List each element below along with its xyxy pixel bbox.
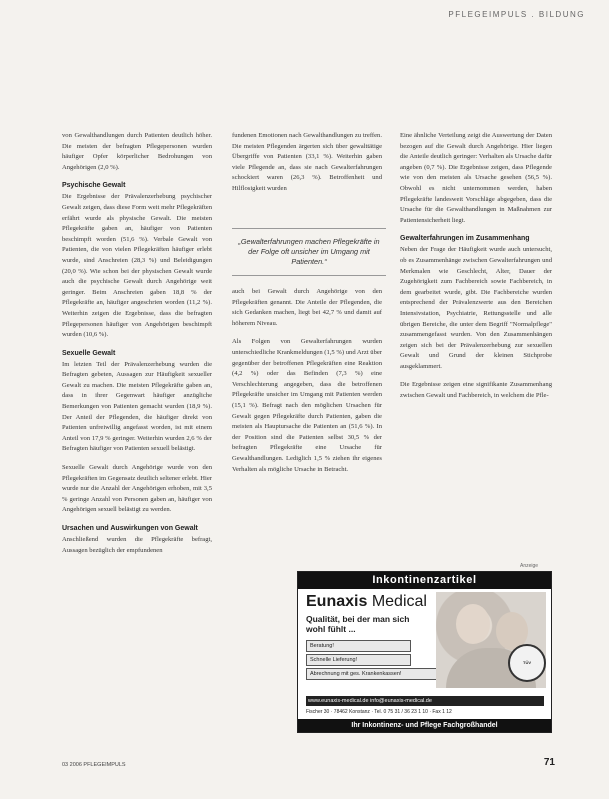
ad-contact-links[interactable]: www.eunaxis-medical.de info@eunaxis-medical.de (306, 696, 544, 706)
subheading-ursachen: Ursachen und Auswirkungen von Gewalt (62, 525, 198, 532)
paragraph: Neben der Frage der Häufigkeit wurde auch untersucht, ob es Zusammenhänge zwischen Gewalterfahrungen und Merkmalen wie Geschlecht, Alter, Dauer der Zugehörigkeit zum Fachbereich sowie Fachbereich, in dem gearbeitet wurde, gibt. Die Fachbereiche wurden entsprechend der Prävalenzwerte aus den Bereichen Intensivstation, Psychiatrie, Rettungsstelle und alle übrigen Bereiche, die unter dem Begriff "Normalpflege" zusammengefasst wurden. Von den Zusammenhängen zeigen sich bei der Prävalenzerhebung zur sexuellen Gewalt und Grund der kleinen Stichprobe ausgeklammert. (400, 246, 552, 370)
ad-feature-abrechnung: Abrechnung mit ges. Krankenkassen! (306, 668, 451, 680)
brand-name-part-1: Eunaxis (306, 593, 368, 610)
section-header: PFLEGEIMPULS . BILDUNG (448, 10, 585, 19)
page-number: 71 (543, 757, 555, 768)
ad-feature-beratung: Beratung! (306, 640, 411, 652)
paragraph: Im letzten Teil der Prävalenzerhebung wurden die Befragten gebeten, Aussagen zur Häufigkeit sexueller Gewalt zu machen. Die meisten Pflegekräfte gaben an, dass in ihrer Gegenwart häufiger anzügliche Bemerkungen von Patienten gemacht wurden (18,9 %). Der Anteil der Pflegenden, die häufiger direkt von Patienten unfreiwillig angefasst worden, ist mit einem Anteil von 17,9 % geringer. Weiterhin wurden 2,6 % der Befragten häufiger von Patienten sexuell belästigt. (62, 360, 212, 453)
paragraph: von Gewalthandlungen durch Patienten deutlich höher. Die meisten der befragten Pflegepersonen wurden häufiger Opfer körperlicher Bedrohungen von Angehörigen (2,0 %). (62, 132, 212, 171)
paragraph: fundenen Emotionen nach Gewalthandlungen zu treffen. Die meisten Pflegenden ärgerten sich über gewalttätige Übergriffe von Patienten (33,1 %). Weiterhin gaben viele Pflegende an, dass sie nach Gewalterfahrungen schockiert waren (26,3 %). Betroffenheit und Hilflosigkeit wurden (232, 132, 382, 192)
subheading-sexuelle-gewalt: Sexuelle Gewalt (62, 349, 116, 357)
ad-feature-lieferung: Schnelle Lieferung! (306, 654, 411, 666)
pull-quote: „Gewalterfahrungen machen Pflegekräfte in der Folge oft unsicher im Umgang mit Patienten.“ (232, 228, 386, 276)
subheading-zusammenhang: Gewalterfahrungen im Zusammenhang (400, 235, 530, 243)
text-column-3 (400, 131, 552, 410)
paragraph: Die Ergebnisse zeigen eine signifikante Zusammenhang zwischen Gewalt und Fachbereich, in welchem die Pfle- (400, 381, 552, 400)
paragraph: Anschließend wurden die Pflegekräfte befragt, Aussagen bezüglich der empfundenen (62, 536, 212, 554)
paragraph: Als Folgen von Gewalterfahrungen wurden unterschiedliche Krankmeldungen (1,5 %) und Arzt über gegenüber der betroffenen Pflegekräften eine Reaktion (4,2 %) oder das Befinden (7,3 %) eine Verschlechterung angegeben, dass die betroffenen Pflegekräfte unsicher im Umgang mit Patienten werden (15,1 %). Befragt nach den möglichen Ursachen für Gewalt gegen Pflegekräfte durch Patienten, gaben die meisten als Hauptursache die Patienten an (51,6 %). In der Position sind die Patienten selbst 30,5 % der befragten Pflegekräfte eine Ursache für Gewalthandlungen. Lediglich 1,5 % ziehen ihr eigenes Verhalten als mögliche Ursache in Betracht. (232, 338, 382, 473)
paragraph: Die Ergebnisse der Prävalenzerhebung psychischer Gewalt zeigen, dass diese Form weit mehr Pflegekräften erfährt wurde als physische Gewalt. Die meisten Pflegekräfte gaben an, häufiger von Patienten beschimpft worden (51,6 %). Verbale Gewalt von Patienten, die von vielen Pflegekräften häufiger erlebt wurde, sind Anschreien (28,3 %) und Beleidigungen (20,0 %). Wie schon bei der physischen Gewalt wurde auch die psychische Gewalt durch Angehörige weit geringer. Beim Anschreien gaben 18,8 % der Pflegekräfte an, häufiger angeschrien worden (11,2 %). Weiterhin zeigen die Ergebnisse, dass die befragten Pflegepersonen häufiger von Angehörigen beschimpft wurden (10,6 %). (62, 193, 212, 339)
paragraph: Sexuelle Gewalt durch Angehörige wurde von den Pflegekräften im Gegensatz deutlich seltener erlebt. Hier wurde nur die Anzahl der Angehörigen erhoben, mit 3,5 % geringe Anzahl von Personen gaben an, häufiger von Angehörigen sexuell belästigt zu werden. (62, 464, 212, 514)
footer-issue: 03 2006 PFLEGEIMPULS (62, 762, 126, 768)
ad-top-banner: Inkontinenzartikel (298, 572, 551, 589)
text-column-2-top (232, 131, 382, 203)
advertisement[interactable] (297, 571, 552, 733)
ad-label: Anzeige (520, 563, 539, 569)
ad-address: Fischer 30 · 78462 Konstanz · Tel. 0 75 31 / 36 23 1 10 · Fax 1 12 (306, 709, 452, 715)
text-column-1 (62, 131, 212, 564)
text-column-2-bottom (232, 287, 382, 483)
paragraph: Eine ähnliche Verteilung zeigt die Auswertung der Daten bezogen auf die Gewalt durch Angehörige. Hier liegen die Anteile deutlich geringer: Verhalten als Ursache dafür angeben (0,7 %). Die Ergebnisse zeigen, dass Pflegende wie von den meisten als Ursache gesehen (56,5 %). Obwohl es nicht unternommen werden, haben Pflegekräfte landesweit Vorschläge abgegeben, dass die Ursache für die Gewalthandlungen in Maßnahmen zur Patientensicherheit liegt. (400, 132, 552, 224)
paragraph: auch bei Gewalt durch Angehörige von den Pflegekräften genannt. Die Anteile der Pflegenden, die sich Gedanken machen, liegt bei 42,7 % und damit auf höherem Niveau. (232, 288, 382, 327)
ad-bottom-banner: Ihr Inkontinenz- und Pflege Fachgroßhandel (298, 719, 551, 732)
subheading-psychische-gewalt: Psychische Gewalt (62, 182, 126, 190)
quality-seal-icon: TÜV (508, 644, 546, 682)
ad-tagline: Qualität, bei der man sich wohl fühlt ... (306, 614, 410, 634)
ad-brand-logo (306, 593, 427, 611)
brand-name-part-2: Medical (371, 593, 427, 610)
